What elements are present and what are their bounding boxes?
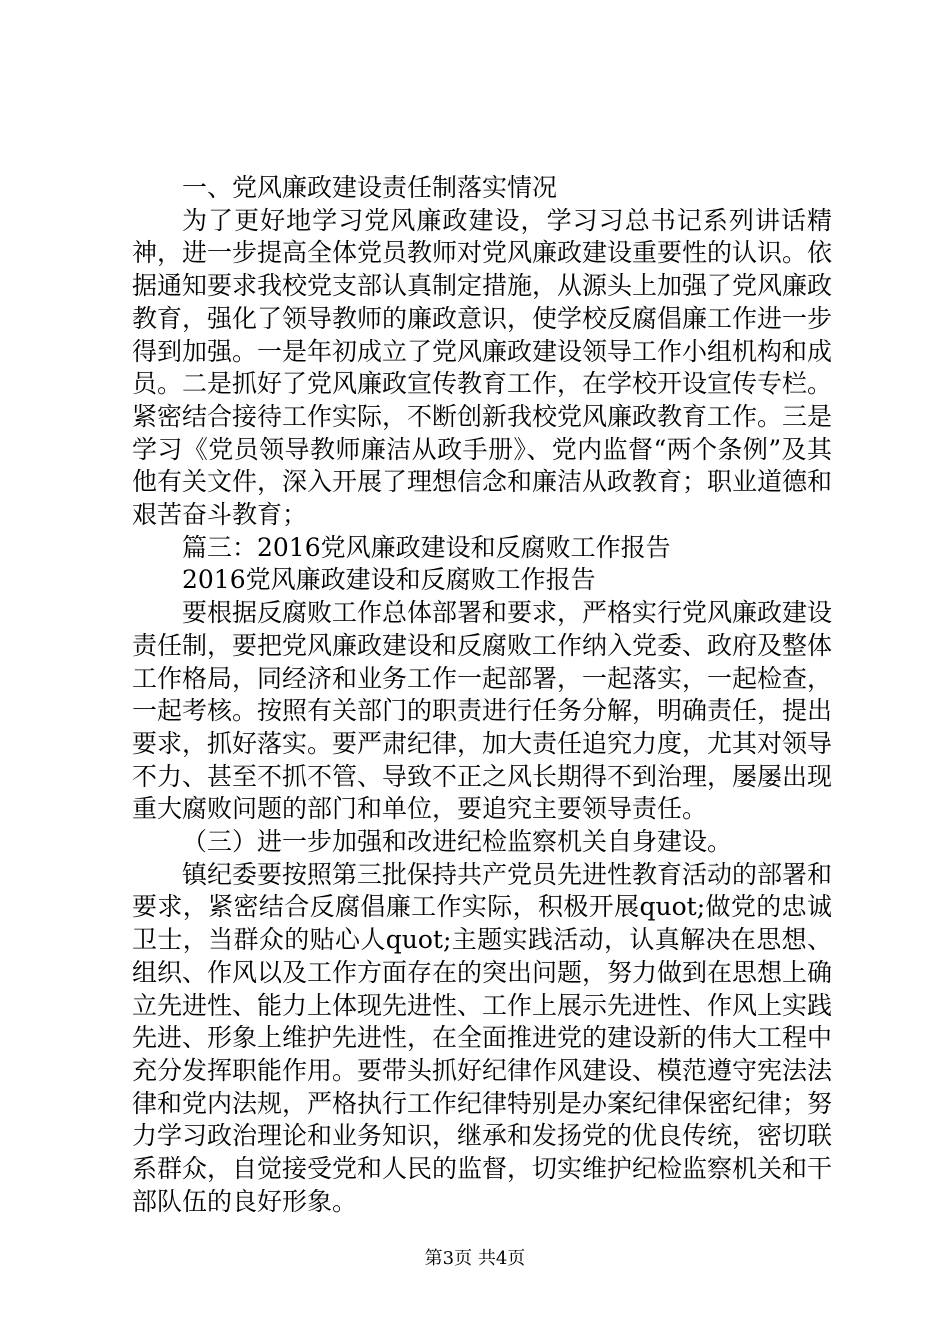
body-paragraph: 为了更好地学习党风廉政建设，学习习总书记系列讲话精神，进一步提高全体党员教师对党风廉政建设重要性的认识。依据通知要求我校党支部认真制定措施，从源头上加强了党风廉政教育，强化了领导教师的廉政意识，使学校反腐倡廉工作进一步得到加强。一是年初成立了党风廉政建设领导工作小组机构和成员。二是抓好了党风廉政宣传教育工作，在学校开设宣传专栏。紧密结合接待工作实际，不断创新我校党风廉政教育工作。三是学习《党员领导教师廉洁从政手册》、党内监督“两个条例”及其他有关文件，深入开展了理想信念和廉洁从政教育；职业道德和艰苦奋斗教育； xyxy=(132,205,833,530)
report-title: 2016党风廉政建设和反腐败工作报告 xyxy=(182,565,596,595)
body-paragraph: 镇纪委要按照第三批保持共产党员先进性教育活动的部署和要求，紧密结合反腐倡廉工作实际，积极开展quot;做党的忠诚卫士，当群众的贴心人quot;主题实践活动，认真解决在思想、组织、作风以及工作方面存在的突出问题，努力做到在思想上确立先进性、能力上体现先进性、工作上展示先进性、作风上实践先进、形象上维护先进性，在全面推进党的建设新的伟大工程中充分发挥职能作用。要带头抓好纪律作风建设、模范遵守宪法法律和党内法规，严格执行工作纪律特别是办案纪律保密纪律；努力学习政治理论和业务知识，继承和发扬党的优良传统，密切联系群众，自觉接受党和人民的监督，切实维护纪检监察机关和干部队伍的良好形象。 xyxy=(132,859,833,1216)
section-heading: （三）进一步加强和改进纪检监察机关自身建设。 xyxy=(182,827,733,857)
document-body xyxy=(132,172,832,1219)
body-paragraph: 要根据反腐败工作总体部署和要求，严格实行党风廉政建设责任制，要把党风廉政建设和反腐败工作纳入党委、政府及整体工作格局，同经济和业务工作一起部署，一起落实，一起检查，一起考核。按照有关部门的职责进行任务分解，明确责任，提出要求，抓好落实。要严肃纪律，加大责任追究力度，尤其对领导不力、甚至不抓不管、导致不正之风长期得不到治理，屡屡出现重大腐败问题的部门和单位，要追究主要领导责任。 xyxy=(132,598,833,824)
section-heading: 一、党风廉政建设责任制落实情况 xyxy=(182,173,558,202)
page-number: 第3页 共4页 xyxy=(424,1248,526,1269)
article-title: 篇三：2016党风廉政建设和反腐败工作报告 xyxy=(182,532,671,562)
